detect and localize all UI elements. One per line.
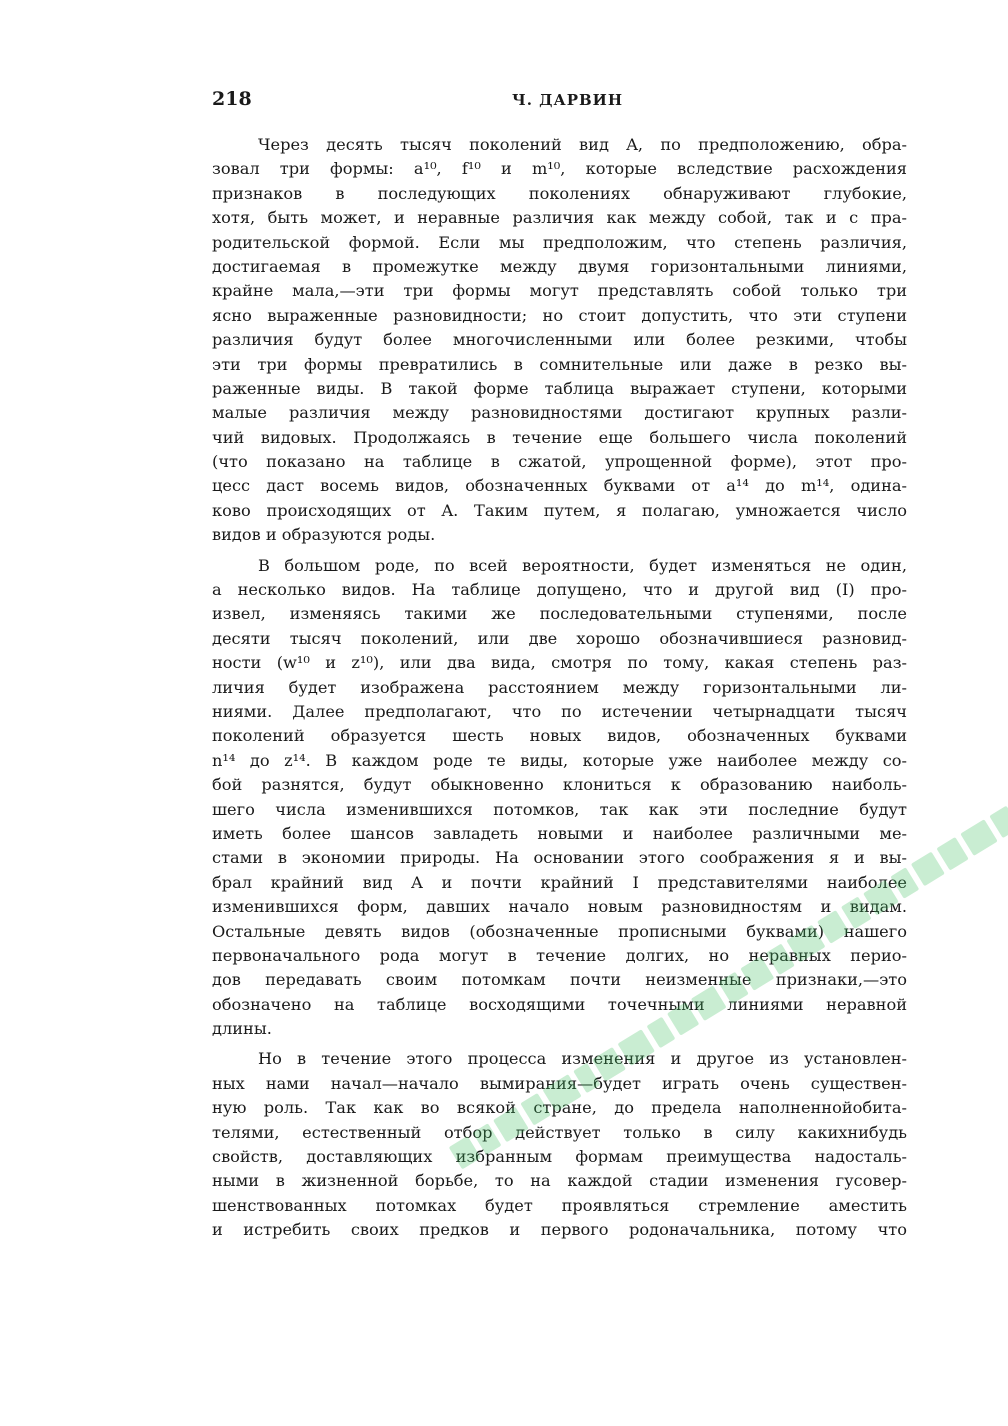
text-line: извел, изменяясь такими же последовательными ступенями, после <box>212 604 907 624</box>
text-line: В большом роде, по всей вероятности, будет изменяться не один, <box>258 555 907 575</box>
text-line: брал крайний вид A и почти крайний I представителями наиболее <box>212 872 907 892</box>
text-line: родительской формой. Если мы предположим, что степень различия, <box>212 232 907 252</box>
watermark-segment <box>936 837 968 871</box>
text-line: n¹⁴ до z¹⁴. В каждом роде те виды, которые уже наиболее между со- <box>212 750 907 770</box>
text-line: и истребить своих предков и первого родоначальника, потому что <box>212 1220 907 1240</box>
text-line: малые различия между разновидностями достигают крупных разли- <box>212 403 907 423</box>
text-line: длины. <box>212 1019 272 1039</box>
text-line: цесс даст восемь видов, обозначенных буквами от a¹⁴ до m¹⁴, одина- <box>212 476 907 496</box>
text-line: ности (w¹⁰ и z¹⁰), или два вида, смотря по тому, какая степень раз- <box>212 653 907 673</box>
text-line: ясно выраженные разновидности; но стоит допустить, что эти ступени <box>212 305 907 325</box>
text-line: первоначального рода могут в течение долгих, но неравных перио- <box>212 945 907 965</box>
watermark-segment <box>911 852 945 887</box>
text-line: ниями. Далее предполагают, что по истечении четырнадцати тысяч <box>212 701 907 721</box>
text-line: видов и образуются роды. <box>212 525 436 545</box>
text-line: (что показано на таблице в сжатой, упрощенной форме), этот про- <box>212 452 907 472</box>
text-line: изменившихся форм, давших начало новым разновидностям и видам. <box>212 897 907 917</box>
running-title: Ч. ДАРВИН <box>512 91 623 109</box>
text-line: стами в экономии природы. На основании этого соображения я и вы- <box>212 848 907 868</box>
watermark-segment <box>960 819 997 856</box>
text-line: обозначено на таблице восходящими точечными линиями неравной <box>212 994 907 1014</box>
watermark-segment <box>989 806 1008 839</box>
page-header <box>212 88 912 114</box>
text-line: ную роль. Так как во всякой стране, до предела наполненнойобита- <box>212 1098 907 1118</box>
text-line: Остальные девять видов (обозначенные прописными буквами) нашего <box>212 921 907 941</box>
text-line: десяти тысяч поколений, или две хорошо обозначившиеся разновид- <box>212 628 907 648</box>
text-line: эти три формы превратились в сомнительные или даже в резко вы- <box>212 354 907 374</box>
text-line: хотя, быть может, и неравные различия как между собой, так и с пра- <box>212 208 907 228</box>
text-line: шего числа изменившихся потомков, так как эти последние будут <box>212 799 907 819</box>
text-line: Но в течение этого процесса изменения и другое из установлен- <box>258 1049 907 1069</box>
text-line: зовал три формы: a¹⁰, f¹⁰ и m¹⁰, которые вследствие расхождения <box>212 159 907 179</box>
paragraph <box>212 1047 907 1242</box>
text-line: Через десять тысяч поколений вид A, по предположению, обра- <box>258 135 907 154</box>
text-line: поколений образуется шесть новых видов, обозначенных буквами <box>212 726 907 746</box>
text-line: телями, естественный отбор действует только в силу какихнибудь <box>212 1122 907 1142</box>
text-line: дов передавать своим потомкам почти неизменные признаки,—это <box>212 970 907 990</box>
text-line: крайне мала,—эти три формы могут представлять собой только три <box>212 281 907 301</box>
text-line: достигаемая в промежутке между двумя горизонтальными линиями, <box>212 256 907 276</box>
text-line: иметь более шансов завладеть новыми и наиболее различными ме- <box>212 823 907 843</box>
text-line: различия будут более многочисленными или более резкими, чтобы <box>212 330 907 350</box>
paragraph <box>212 554 907 1042</box>
text-line: признаков в последующих поколениях обнаруживают глубокие, <box>212 183 907 203</box>
body-text <box>212 133 907 1243</box>
text-line: шенствованных потомках будет проявляться стремление аместить <box>212 1195 907 1215</box>
paragraph <box>212 133 907 548</box>
text-line: ными в жизненной борьбе, то на каждой стадии изменения гусовер- <box>212 1171 907 1191</box>
text-line: ных нами начал—начало вымирания—будет играть очень существен- <box>212 1073 907 1093</box>
text-line: чий видовых. Продолжаясь в течение еще большего числа поколений <box>212 427 907 447</box>
text-line: свойств, доставляющих избранным формам преимущества надосталь- <box>212 1147 907 1167</box>
text-line: а несколько видов. На таблице допущено, что и другой вид (I) про- <box>212 580 907 600</box>
text-line: раженные виды. В такой форме таблица выражает ступени, которыми <box>212 378 907 398</box>
text-line: личия будет изображена расстоянием между горизонтальными ли- <box>212 677 907 697</box>
text-line: ково происходящих от A. Таким путем, я полагаю, умножается число <box>212 500 907 520</box>
page-number: 218 <box>212 88 252 110</box>
text-line: бой разнятся, будут обыкновенно клониться к образованию наиболь- <box>212 775 907 795</box>
